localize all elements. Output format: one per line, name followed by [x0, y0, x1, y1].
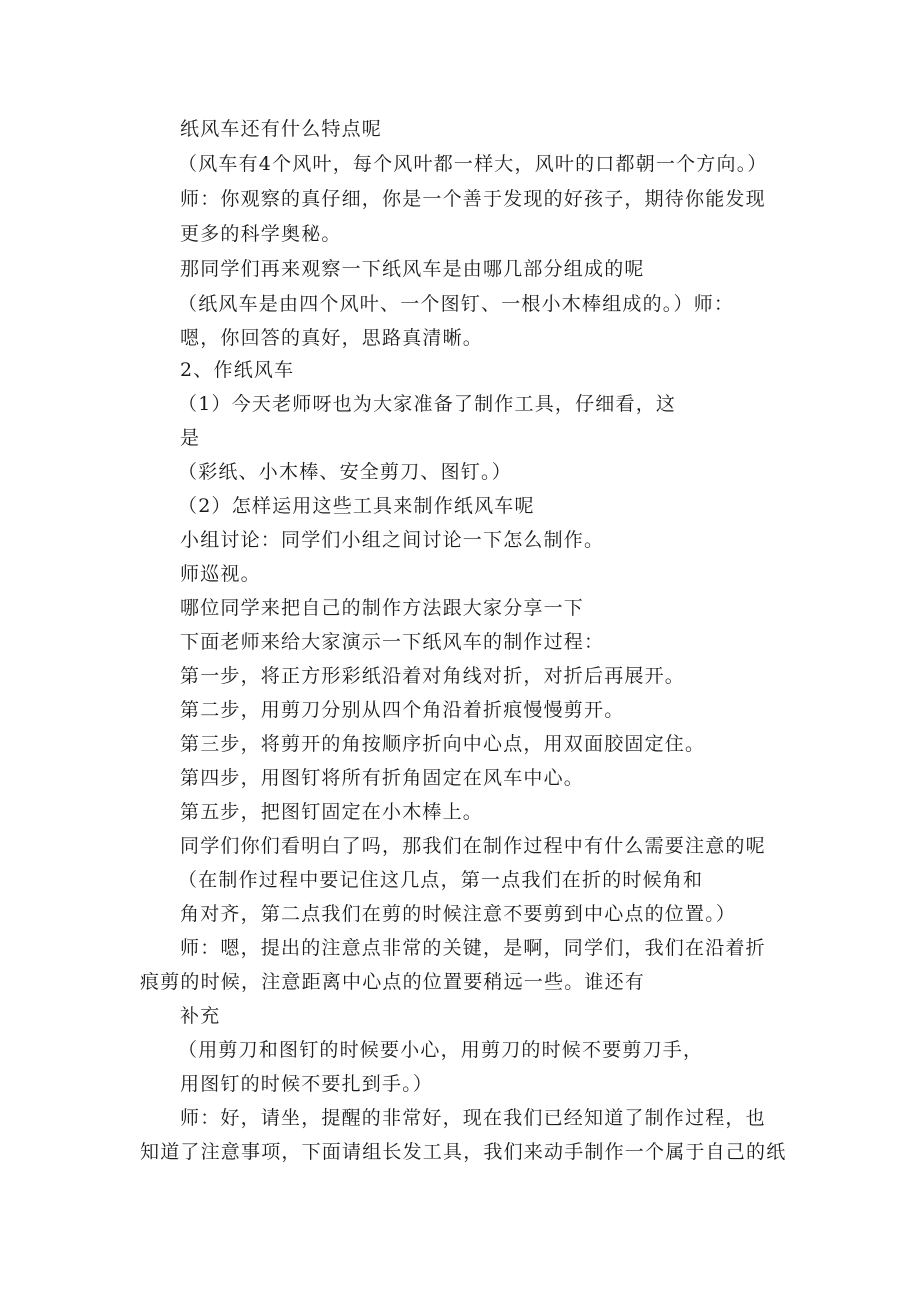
text-line: 纸风车还有什么特点呢	[180, 118, 383, 140]
text-line: 同学们你们看明白了吗，那我们在制作过程中有什么需要注意的呢	[180, 835, 766, 857]
text-line: 更多的科学奥秘。	[180, 223, 342, 245]
text-line: 2、作纸风车	[180, 359, 295, 381]
text-line: 那同学们再来观察一下纸风车是由哪几部分组成的呢	[180, 258, 645, 280]
text-line: 补充	[180, 1005, 221, 1027]
text-line: 小组讨论：同学们小组之间讨论一下怎么制作。	[180, 529, 605, 551]
text-line: （在制作过程中要记住这几点，第一点我们在折的时候角和	[178, 869, 704, 891]
text-line: 角对齐，第二点我们在剪的时候注意不要剪到中心点的位置。）	[180, 903, 737, 925]
text-line: 师：你观察的真仔细，你是一个善于发现的好孩子，期待你能发现	[180, 188, 766, 210]
text-line: 第五步，把图钉固定在小木棒上。	[180, 801, 484, 823]
text-line: 师巡视。	[180, 563, 261, 585]
text-line: 师：好，请坐，提醒的非常好，现在我们已经知道了制作过程，也	[180, 1107, 766, 1129]
text-line: （风车有4个风叶，每个风叶都一样大，风叶的口都朝一个方向。）	[178, 153, 768, 175]
text-line: （2）怎样运用这些工具来制作纸风车呢	[178, 495, 535, 517]
text-line: （1）今天老师呀也为大家准备了制作工具，仔细看，这	[178, 393, 677, 415]
text-line: 第三步，将剪开的角按顺序折向中心点，用双面胶固定住。	[180, 733, 706, 755]
text-line: （彩纸、小木棒、安全剪刀、图钉。）	[178, 461, 512, 483]
text-line: （用剪刀和图钉的时候要小心，用剪刀的时候不要剪刀手，	[178, 1039, 704, 1061]
text-line: 下面老师来给大家演示一下纸风车的制作过程：	[180, 631, 605, 653]
text-line: 第二步，用剪刀分别从四个角沿着折痕慢慢剪开。	[180, 699, 625, 721]
text-line: 哪位同学来把自己的制作方法跟大家分享一下	[180, 597, 585, 619]
text-line: 是	[180, 427, 201, 449]
text-line: 嗯，你回答的真好，思路真清晰。	[180, 327, 484, 349]
text-line: （纸风车是由四个风叶、一个图钉、一根小木棒组成的。）师：	[178, 293, 735, 315]
text-line: 用图钉的时候不要扎到手。）	[180, 1073, 434, 1095]
text-line: 第四步，用图钉将所有折角固定在风车中心。	[180, 767, 585, 789]
text-line: 痕剪的时候，注意距离中心点的位置要稍远一些。谁还有	[140, 971, 646, 993]
text-line: 第一步，将正方形彩纸沿着对角线对折，对折后再展开。	[180, 665, 686, 687]
text-line: 师：嗯，提出的注意点非常的关键，是啊，同学们，我们在沿着折	[180, 937, 766, 959]
text-line: 知道了注意事项，下面请组长发工具，我们来动手制作一个属于自己的纸	[140, 1141, 787, 1163]
